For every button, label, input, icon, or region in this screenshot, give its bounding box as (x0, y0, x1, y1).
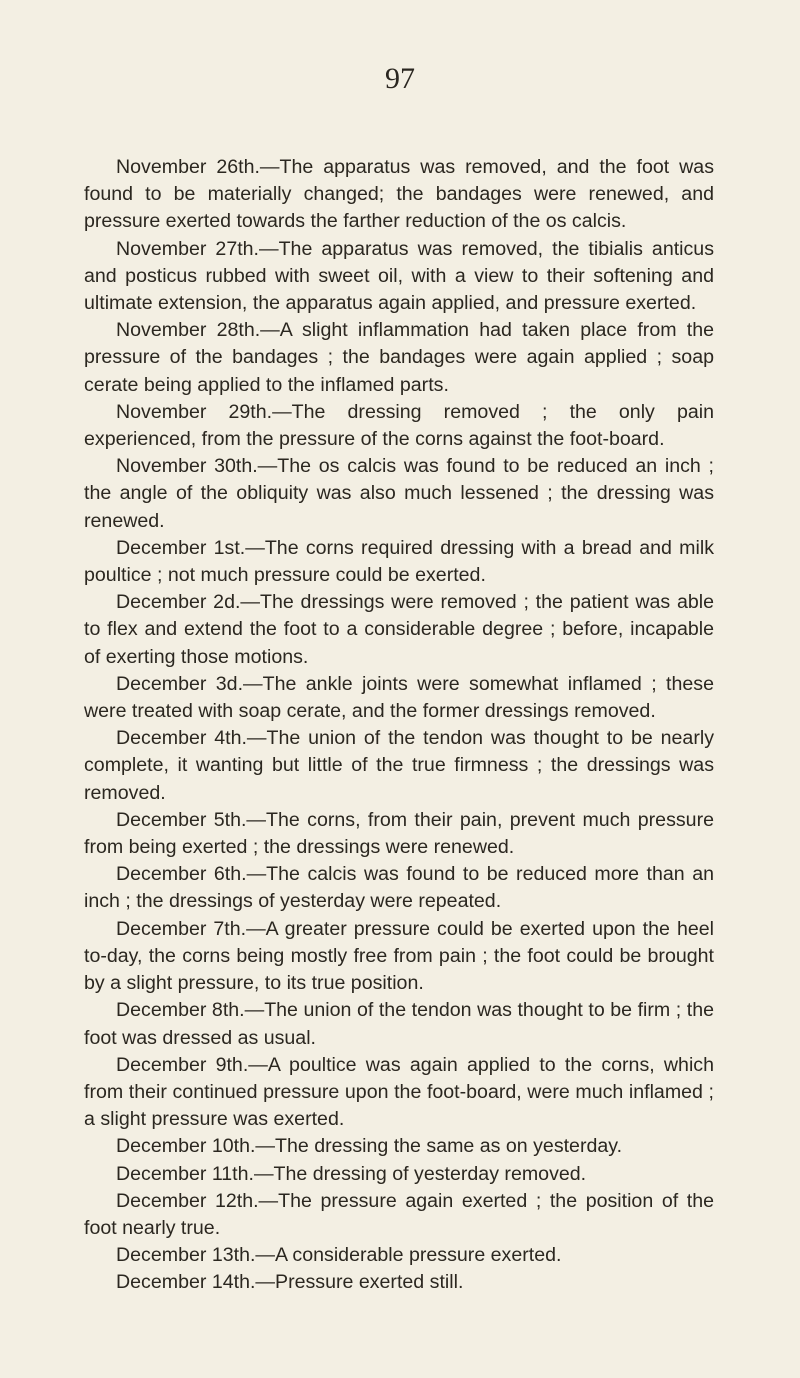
entry-dec-12: December 12th.—The pressure again exerted ; the position of the foot nearly true. (84, 1189, 714, 1239)
entry-dec-3: December 3d.—The ankle joints were somewhat inflamed ; these were treated with soap cerate, and the former dressings removed. (84, 672, 714, 723)
entry-nov-27: November 27th.—The apparatus was removed, the tibialis anticus and posticus rubbed with sweet oil, with a view to their softening and ultimate extension, the apparatus again applied, and pressure exerted. (84, 237, 714, 315)
entry-dec-9: December 9th.—A poultice was again applied to the corns, which from their continued pressure upon the foot-board, were much inflamed ; a slight pressure was exerted. (84, 1053, 714, 1131)
entry-dec-6: December 6th.—The calcis was found to be reduced more than an inch ; the dressings of yesterday were repeated. (84, 863, 714, 913)
page-number: 97 (385, 62, 415, 95)
entry-dec-10: December 10th.—The dressing the same as on yesterday. (116, 1135, 623, 1158)
entry-nov-30: November 30th.—The os calcis was found to be reduced an inch ; the angle of the obliquity was also much lessened ; the dressing was renewed. (84, 455, 714, 532)
entry-dec-2: December 2d.—The dressings were removed ; the patient was able to flex and extend the foot to a considerable degree ; before, incapable of exerting those motions. (84, 591, 714, 668)
entry-dec-5: December 5th.—The corns, from their pain, prevent much pressure from being exerted ; the dressings were renewed. (84, 808, 714, 859)
entry-dec-13: December 13th.—A considerable pressure exerted. (116, 1244, 562, 1267)
entry-nov-28: November 28th.—A slight inflammation had taken place from the pressure of the bandages ; the bandages were again applied ; soap cerate being applied to the inflamed parts. (84, 319, 714, 396)
entry-dec-1: December 1st.—The corns required dressing with a bread and milk poultice ; not much pressure could be exerted. (84, 536, 714, 587)
entry-nov-26: November 26th.—The apparatus was removed, and the foot was found to be materially changed; the bandages were renewed, and pressure exerted towards the farther reduction of the os calcis. (84, 156, 714, 233)
entry-dec-4: December 4th.—The union of the tendon was thought to be nearly complete, it wanting but little of the true firmness ; the dressings was removed. (84, 727, 714, 804)
entry-nov-29: November 29th.—The dressing removed ; the only pain experienced, from the pressure of the corns against the foot-board. (84, 400, 714, 451)
entry-dec-8: December 8th.—The union of the tendon was thought to be firm ; the foot was dressed as usual. (84, 999, 714, 1049)
entry-dec-14: December 14th.—Pressure exerted still. (116, 1271, 464, 1294)
entry-dec-7: December 7th.—A greater pressure could be exerted upon the heel to-day, the corns being mostly free from pain ; the foot could be brought by a slight pressure, to its true position. (84, 917, 714, 995)
entry-dec-11: December 11th.—The dressing of yesterday removed. (116, 1162, 587, 1185)
journal-entries (84, 154, 714, 1297)
